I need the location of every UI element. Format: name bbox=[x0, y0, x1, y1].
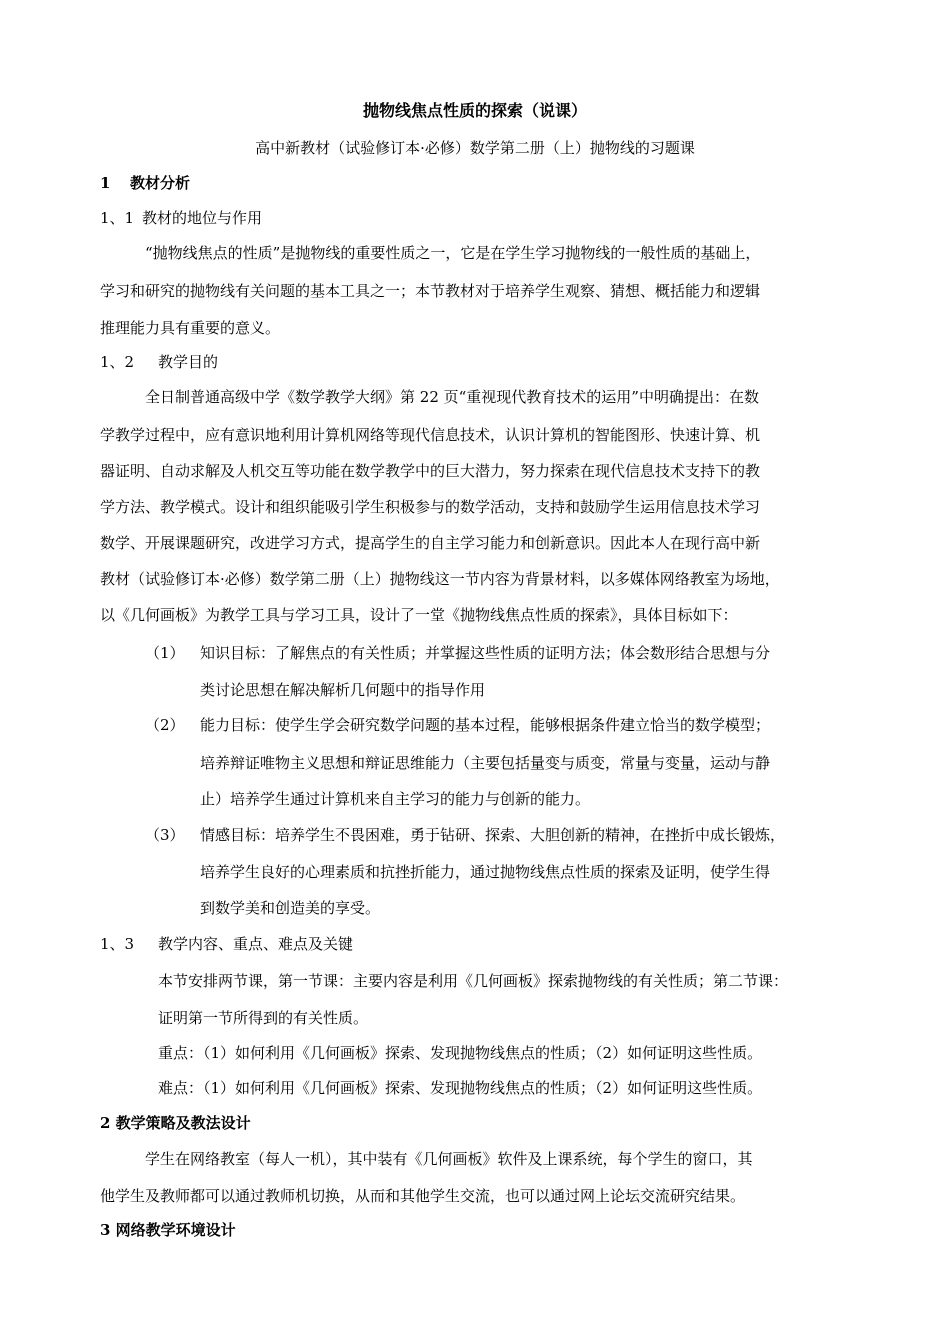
paragraph-line: 学生在网络教室（每人一机），其中装有《几何画板》软件及上课系统，每个学生的窗口，其 bbox=[145, 1150, 753, 1168]
list-item-line: 止）培养学生通过计算机来自主学习的能力与创新的能力。 bbox=[200, 790, 591, 808]
section-heading: 3 网络教学环境设计 bbox=[100, 1221, 236, 1239]
subsection-number: 1、3 bbox=[100, 935, 135, 953]
paragraph-line: 数学、开展课题研究，改进学习方式，提高学生的自主学习能力和创新意识。因此本人在现行高中新 bbox=[100, 534, 761, 552]
subsection-heading: 教学内容、重点、难点及关键 bbox=[158, 935, 354, 953]
paragraph-line: “抛物线焦点的性质”是抛物线的重要性质之一，它是在学生学习抛物线的一般性质的基础上， bbox=[145, 244, 761, 262]
paragraph-line: 学习和研究的抛物线有关问题的基本工具之一；本节教材对于培养学生观察、猜想、概括能力和逻辑 bbox=[100, 282, 761, 300]
paragraph-line: 证明第一节所得到的有关性质。 bbox=[158, 1009, 369, 1027]
list-item-number: （3） bbox=[145, 826, 185, 844]
paragraph-line: 全日制普通高级中学《数学教学大纲》第 22 页“重视现代教育技术的运用”中明确提出：在数 bbox=[145, 388, 759, 406]
list-item-line: 知识目标：了解焦点的有关性质；并掌握这些性质的证明方法；体会数形结合思想与分 bbox=[200, 644, 771, 662]
subsection-heading: 教学目的 bbox=[158, 353, 219, 371]
list-item-line: 情感目标：培养学生不畏困难，勇于钻研、探索、大胆创新的精神，在挫折中成长锻炼， bbox=[200, 826, 786, 844]
list-item-line: 培养辩证唯物主义思想和辩证思维能力（主要包括量变与质变，常量与变量，运动与静 bbox=[200, 754, 771, 772]
subsection-heading: 教材的地位与作用 bbox=[142, 209, 263, 227]
paragraph-line: 学教学过程中，应有意识地利用计算机网络等现代信息技术，认识计算机的智能图形、快速计算、机 bbox=[100, 426, 761, 444]
paragraph-line: 他学生及教师都可以通过教师机切换，从而和其他学生交流，也可以通过网上论坛交流研究结果。 bbox=[100, 1187, 746, 1205]
section-heading: 2 教学策略及教法设计 bbox=[100, 1114, 251, 1132]
subsection-number: 1、2 bbox=[100, 353, 135, 371]
document-title: 抛物线焦点性质的探索（说课） bbox=[362, 101, 587, 120]
paragraph-line: 本节安排两节课，第一节课：主要内容是利用《几何画板》探索抛物线的有关性质；第二节课： bbox=[158, 972, 789, 990]
subsection-number: 1、1 bbox=[100, 209, 135, 227]
section-heading: 教材分析 bbox=[130, 174, 191, 192]
paragraph-line: 学方法、教学模式。设计和组织能吸引学生积极参与的数学活动，支持和鼓励学生运用信息技术学习 bbox=[100, 498, 761, 516]
list-item-line: 到数学美和创造美的享受。 bbox=[200, 899, 381, 917]
paragraph-line: 教材（试验修订本·必修）数学第二册（上）抛物线这一节内容为背景材料，以多媒体网络教室为场地， bbox=[100, 570, 780, 588]
paragraph-line: 推理能力具有重要的意义。 bbox=[100, 319, 281, 337]
section-number: 1 bbox=[100, 174, 111, 192]
list-item-line: 培养学生良好的心理素质和抗挫折能力，通过抛物线焦点性质的探索及证明，使学生得 bbox=[200, 863, 771, 881]
list-item-line: 能力目标：使学生学会研究数学问题的基本过程，能够根据条件建立恰当的数学模型； bbox=[200, 716, 771, 734]
emphasis-line: 重点：（1）如何利用《几何画板》探索、发现抛物线焦点的性质；（2）如何证明这些性质。 bbox=[158, 1044, 763, 1062]
paragraph-line: 器证明、自动求解及人机交互等功能在数学教学中的巨大潜力，努力探索在现代信息技术支持下的教 bbox=[100, 462, 761, 480]
list-item-line: 类讨论思想在解决解析几何题中的指导作用 bbox=[200, 681, 486, 699]
list-item-number: （1） bbox=[145, 644, 185, 662]
difficulty-line: 难点：（1）如何利用《几何画板》探索、发现抛物线焦点的性质；（2）如何证明这些性质。 bbox=[158, 1079, 763, 1097]
paragraph-line: 以《几何画板》为教学工具与学习工具，设计了一堂《抛物线焦点性质的探索》，具体目标如下： bbox=[100, 606, 738, 624]
document-subtitle: 高中新教材（试验修订本·必修）数学第二册（上）抛物线的习题课 bbox=[255, 139, 695, 157]
list-item-number: （2） bbox=[145, 716, 185, 734]
